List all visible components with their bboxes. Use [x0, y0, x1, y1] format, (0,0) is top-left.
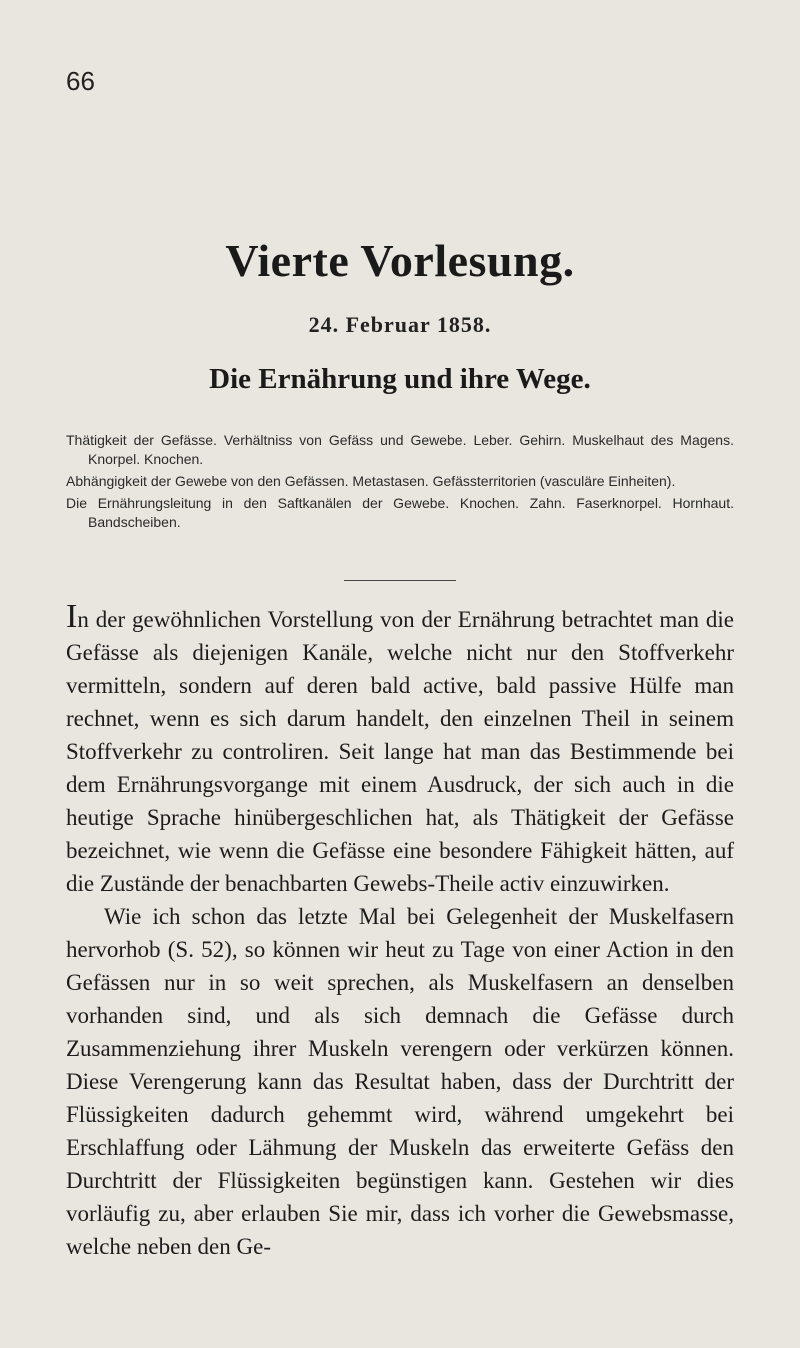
lecture-date: 24. Februar 1858.: [308, 312, 492, 337]
section-divider: [344, 580, 456, 581]
lecture-subtitle: Die Ernährung und ihre Wege.: [209, 363, 591, 395]
paragraph-1-text: n der gewöhnlichen Vorstellung von der Ernährung betrachtet man die Gefässe als diejenigen Kanäle, welche nicht nur den Stoffverkehr vermitteln, sondern auf deren bald active, bald passive Hülfe man rechnet, wenn es sich darum handelt, den einzelnen Theil in seinem Stoffverkehr zu controliren. Seit lange hat man das Bestimmende bei dem Ernährungsvorgange mit einem Ausdruck, der sich auch in die heutige Sprache hinübergeschlichen hat, als Thätigkeit der Gefässe bezeichnet, wie wenn die Gefässe eine besondere Fähigkeit hätten, auf die Zustände der benachbarten Gewebs-Theile activ einzuwirken.: [66, 607, 734, 896]
page-number: 66: [66, 66, 95, 96]
chapter-summary: [66, 431, 734, 535]
summary-item: Thätigkeit der Gefässe. Verhältniss von Gefäss und Gewebe. Leber. Gehirn. Muskelhaut des Magens. Knorpel. Knochen.: [66, 432, 734, 467]
lecture-title: Vierte Vorlesung.: [225, 235, 575, 286]
initial-letter: I: [66, 598, 78, 635]
summary-item: Die Ernährungsleitung in den Saftkanälen der Gewebe. Knochen. Zahn. Faserknorpel. Hornhaut. Bandscheiben.: [66, 495, 734, 530]
body-text: [66, 598, 734, 1263]
paragraph-1: [66, 598, 734, 900]
summary-item: Abhängigkeit der Gewebe von den Gefässen. Metastasen. Gefässterritorien (vasculäre Einheiten).: [66, 473, 676, 489]
paragraph-2: Wie ich schon das letzte Mal bei Gelegenheit der Muskelfasern hervorhob (S. 52), so können wir heut zu Tage von einer Action in den Gefässen nur in so weit sprechen, als Muskelfasern an denselben vorhanden sind, und als sich demnach die Gefässe durch Zusammenziehung ihrer Muskeln verengern oder verkürzen können. Diese Verengerung kann das Resultat haben, dass der Durchtritt der Flüssigkeiten dadurch gehemmt wird, während umgekehrt bei Erschlaffung oder Lähmung der Muskeln das erweiterte Gefäss den Durchtritt der Flüssigkeiten begünstigen kann. Gestehen wir dies vorläufig zu, aber erlauben Sie mir, dass ich vorher die Gewebsmasse, welche neben den Ge-: [66, 904, 734, 1259]
